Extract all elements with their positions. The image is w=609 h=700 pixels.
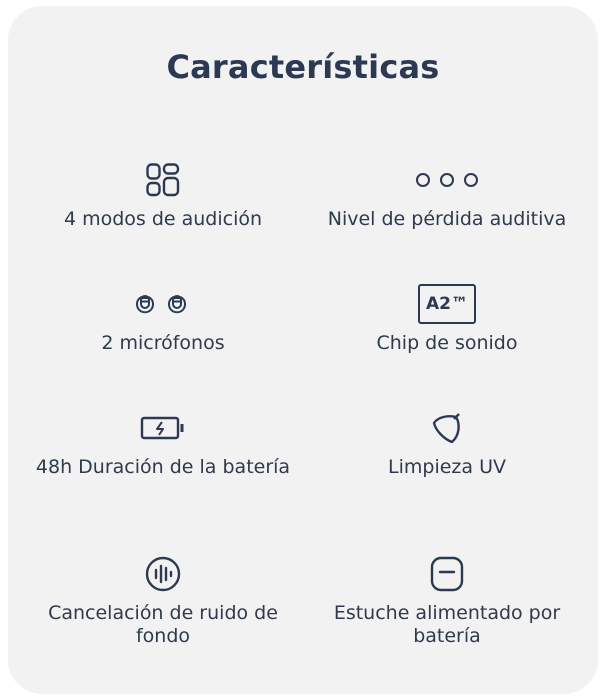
page-title: Características: [166, 48, 440, 86]
feature-label: Limpieza UV: [388, 456, 506, 478]
feature-label: Estuche alimentado por batería: [333, 602, 561, 647]
uv-cleaning-icon: [302, 408, 592, 448]
feature-microphones: [18, 284, 308, 355]
feature-battery-life: [18, 408, 308, 479]
modes-grid-icon: [18, 160, 308, 200]
features-card: [8, 6, 598, 694]
feature-label: 2 micrófonos: [101, 332, 225, 354]
feature-noise-cancellation: [18, 554, 308, 648]
feature-sound-chip: [302, 284, 592, 355]
feature-charging-case: [302, 554, 592, 648]
feature-label: Nivel de pérdida auditiva: [327, 208, 567, 230]
hearing-level-dots-icon: [302, 160, 592, 200]
chip-badge: A2™: [418, 284, 476, 324]
noise-cancel-icon: [18, 554, 308, 594]
feature-label: Chip de sonido: [376, 332, 518, 354]
charging-case-icon: [302, 554, 592, 594]
feature-hearing-modes: [18, 160, 308, 231]
feature-label: Cancelación de ruido de fondo: [48, 602, 278, 647]
feature-label: 48h Duración de la batería: [35, 456, 291, 478]
battery-icon: [18, 408, 308, 448]
feature-uv-cleaning: [302, 408, 592, 479]
sound-chip-icon: [302, 284, 592, 324]
feature-label: 4 modos de audición: [63, 208, 263, 230]
feature-hearing-loss-level: [302, 160, 592, 231]
microphones-icon: [18, 284, 308, 324]
